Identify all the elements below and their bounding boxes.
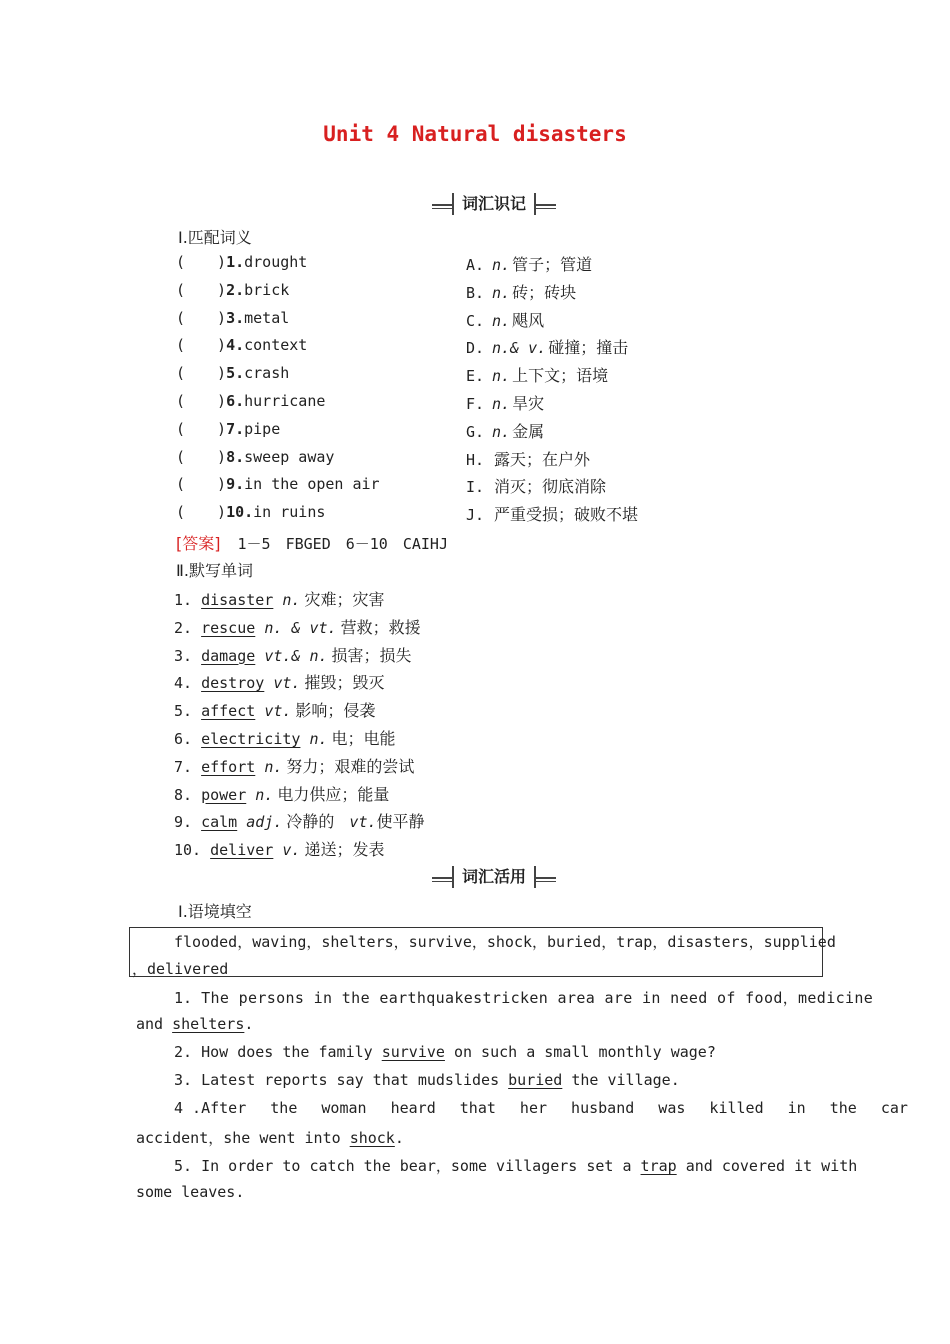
sentence-1-line2	[136, 1015, 253, 1033]
answer-blank: electricity	[201, 730, 301, 748]
item-word: pipe	[244, 419, 281, 438]
item-pos: vt.	[273, 674, 301, 693]
bracket-open: (	[176, 280, 186, 299]
sentence-4-line2	[136, 1127, 404, 1148]
item-word: drought	[244, 253, 308, 271]
item-number: 6.	[226, 392, 245, 410]
answer-bracket[interactable]	[176, 392, 226, 410]
item-number: 9.	[174, 813, 193, 832]
option-meaning: 上下文；语境	[512, 366, 609, 386]
sentence-number: 4 .	[174, 1099, 202, 1117]
item-pos: n.	[309, 730, 328, 748]
item-meaning: 影响；侵袭	[295, 701, 376, 721]
sentence-4-line1	[174, 1099, 908, 1117]
part1-heading: Ⅰ.匹配词义	[178, 228, 252, 247]
item-pos: vt.	[349, 813, 377, 832]
option-letter: D.	[466, 339, 485, 358]
sentence-number: 3.	[174, 1071, 193, 1089]
item-number: 8.	[174, 785, 193, 804]
bracket-close: )	[217, 253, 227, 271]
banner-label: 词汇识记	[452, 193, 536, 215]
option-pos: n.	[492, 422, 511, 441]
bracket-close: )	[217, 280, 227, 299]
word-bank-line: ，delivered	[132, 960, 229, 978]
item-number: 9.	[226, 475, 245, 494]
bracket-open: (	[176, 475, 186, 494]
bracket-close: )	[217, 336, 227, 355]
answer-bracket[interactable]	[176, 475, 226, 493]
option-letter: B.	[466, 283, 485, 302]
answer-blank: shelters	[172, 1015, 245, 1033]
sentence-1-line1	[174, 987, 873, 1008]
option-pos: n.	[492, 283, 511, 302]
part2-heading: Ⅱ.默写单词	[176, 561, 253, 580]
match-item	[176, 364, 289, 382]
answer-blank: rescue	[201, 618, 256, 637]
sentence-text: The persons in the earthquakestricken area are in need of food，medicine	[201, 989, 874, 1007]
sentence-5-line2: some leaves.	[136, 1183, 245, 1201]
answer-blank: deliver	[210, 841, 274, 860]
item-meaning: 使平静	[376, 812, 425, 832]
answer-text: 1－5 FBGED 6－10 CAIHJ	[237, 535, 448, 553]
sentence-5-line1	[174, 1155, 857, 1176]
spelling-item	[174, 809, 425, 832]
item-meaning: 灾难；灾害	[304, 590, 385, 609]
answer-bracket[interactable]	[176, 281, 226, 299]
sentence-text: and covered it with	[676, 1157, 858, 1175]
match-item	[176, 448, 334, 466]
match-item	[176, 281, 289, 299]
answer-blank: effort	[201, 757, 256, 776]
option-meaning: 管子；管道	[512, 255, 593, 274]
match-item	[176, 503, 325, 521]
match-option	[466, 280, 576, 303]
sentence-text: on such a small monthly wage?	[444, 1043, 716, 1061]
item-number: 3.	[174, 646, 193, 665]
sentence-text: Latest reports say that mudslides	[201, 1071, 509, 1089]
sentence-text: the village.	[562, 1071, 680, 1089]
sentence-text: accident，she went into	[136, 1129, 350, 1147]
item-meaning: 电力供应；能量	[277, 784, 390, 804]
match-option	[466, 252, 592, 275]
spelling-item	[174, 782, 389, 805]
option-letter: G.	[466, 422, 485, 441]
item-meaning: 努力；艰难的尝试	[286, 756, 415, 776]
answer-blank: calm	[201, 813, 238, 832]
option-meaning: 严重受损；破败不堪	[494, 505, 639, 525]
item-word: context	[244, 336, 308, 355]
spelling-item	[174, 643, 412, 666]
answer-bracket[interactable]	[176, 336, 226, 354]
option-letter: A.	[466, 256, 485, 274]
match-item	[176, 392, 325, 410]
match-option	[466, 363, 608, 386]
sentence-text: .	[244, 1015, 254, 1033]
answer-bracket[interactable]	[176, 420, 226, 438]
item-pos: n.	[282, 591, 301, 609]
sentence-text: After the woman heard that her husband was killed in the car	[201, 1099, 908, 1117]
option-pos: n.	[492, 256, 511, 274]
item-pos: vt.	[264, 702, 292, 721]
item-number: 10.	[226, 503, 254, 522]
item-meaning: 电；电能	[331, 729, 396, 748]
bracket-open: (	[176, 364, 186, 383]
answer-bracket[interactable]	[176, 253, 226, 271]
match-item	[176, 475, 380, 493]
option-meaning: 飓风	[512, 310, 545, 330]
match-item	[176, 336, 307, 354]
bracket-close: )	[217, 308, 227, 327]
item-word: brick	[244, 280, 290, 299]
spelling-item	[174, 587, 384, 610]
match-item	[176, 253, 307, 271]
item-word: in the open air	[244, 475, 380, 494]
item-pos: n. & vt.	[264, 618, 337, 637]
option-pos: n.	[492, 395, 511, 413]
spelling-item	[174, 698, 375, 721]
bracket-open: (	[176, 308, 186, 327]
item-pos: n.	[255, 785, 274, 804]
bracket-close: )	[217, 392, 227, 410]
answer-bracket[interactable]	[176, 364, 226, 382]
match-item	[176, 420, 280, 438]
bracket-close: )	[217, 503, 227, 522]
item-number: 2.	[226, 280, 245, 299]
item-number: 2.	[174, 618, 193, 637]
answer-bracket[interactable]	[176, 448, 226, 466]
option-pos: n.& v.	[492, 339, 547, 358]
bracket-open: (	[176, 392, 186, 410]
option-letter: E.	[466, 367, 485, 386]
answer-blank: damage	[201, 646, 256, 665]
item-number: 8.	[226, 447, 245, 466]
bracket-open: (	[176, 419, 186, 438]
item-pos: n.	[264, 757, 283, 776]
word-bank	[129, 927, 836, 978]
page-title: Unit 4 Natural disasters	[323, 122, 627, 146]
item-number: 10.	[174, 841, 202, 860]
item-meaning: 冷静的	[286, 812, 335, 832]
item-meaning: 损害；损失	[331, 645, 412, 665]
item-number: 7.	[174, 757, 193, 776]
option-meaning: 碰撞；撞击	[548, 338, 629, 358]
match-option	[466, 419, 544, 442]
option-meaning: 消灭；彻底消除	[494, 477, 607, 497]
answer-blank: trap	[640, 1157, 677, 1175]
item-word: metal	[244, 308, 290, 327]
item-number: 6.	[174, 730, 193, 748]
bracket-open: (	[176, 503, 186, 522]
answer-blank: disaster	[201, 591, 274, 609]
answer-bracket[interactable]	[176, 309, 226, 327]
item-number: 7.	[226, 419, 245, 438]
option-meaning: 金属	[512, 421, 545, 441]
spelling-item	[174, 726, 396, 749]
match-option	[466, 474, 606, 497]
item-word: hurricane	[244, 392, 326, 410]
sentence-text: In order to catch the bear，some villagers set a	[201, 1157, 641, 1175]
match-option	[466, 502, 638, 525]
section-banner-vocab-memory	[432, 193, 556, 217]
spelling-item	[174, 754, 414, 777]
bracket-close: )	[217, 447, 227, 466]
answer-blank: affect	[201, 702, 256, 721]
item-pos: vt.& n.	[264, 646, 328, 665]
sentence-number: 2.	[174, 1043, 193, 1061]
item-pos: adj.	[246, 813, 283, 832]
option-letter: C.	[466, 311, 485, 330]
item-number: 4.	[174, 674, 193, 693]
option-letter: F.	[466, 395, 485, 413]
sentence-text: and	[136, 1015, 173, 1033]
item-meaning: 营救；救援	[340, 617, 421, 637]
answer-blank: buried	[508, 1071, 563, 1089]
match-option	[466, 447, 590, 470]
item-word: sweep away	[244, 447, 335, 466]
item-number: 1.	[226, 253, 245, 271]
option-letter: J.	[466, 506, 485, 525]
bracket-close: )	[217, 475, 227, 494]
bracket-open: (	[176, 336, 186, 355]
section-banner-vocab-use	[432, 866, 556, 890]
match-option	[466, 391, 544, 414]
spelling-item	[174, 615, 421, 638]
spelling-item	[174, 837, 384, 860]
sentence-number: 1.	[174, 989, 193, 1007]
item-number: 1.	[174, 591, 193, 609]
match-item	[176, 309, 289, 327]
word-bank-line: flooded，waving，shelters，survive，shock，buried，trap，disasters，supplied	[174, 933, 836, 951]
match-option	[466, 335, 628, 358]
item-number: 4.	[226, 336, 245, 355]
answer-line	[176, 531, 448, 554]
sentence-number: 5.	[174, 1157, 193, 1175]
answer-blank: power	[201, 785, 247, 804]
bracket-close: )	[217, 419, 227, 438]
item-number: 5.	[174, 702, 193, 721]
part3-heading: Ⅰ.语境填空	[178, 902, 252, 921]
item-number: 5.	[226, 364, 245, 383]
answer-blank: shock	[349, 1129, 395, 1147]
option-pos: n.	[492, 311, 511, 330]
answer-blank: destroy	[201, 674, 265, 693]
item-number: 3.	[226, 308, 245, 327]
answer-bracket[interactable]	[176, 503, 226, 521]
item-word: in ruins	[253, 503, 326, 522]
item-pos: v.	[282, 841, 301, 860]
match-option	[466, 308, 544, 331]
option-meaning: 露天；在户外	[494, 449, 591, 469]
option-meaning: 砖；砖块	[512, 282, 577, 302]
item-meaning: 摧毁；毁灭	[304, 673, 385, 693]
bracket-open: (	[176, 253, 186, 271]
option-meaning: 旱灾	[512, 394, 545, 413]
option-letter: H.	[466, 450, 485, 469]
banner-label: 词汇活用	[452, 866, 536, 888]
item-word: crash	[244, 364, 290, 383]
option-letter: I.	[466, 478, 485, 497]
bracket-open: (	[176, 447, 186, 466]
sentence-text: How does the family	[201, 1043, 382, 1061]
sentence-text: .	[394, 1129, 404, 1147]
answer-blank: survive	[381, 1043, 445, 1061]
sentence-2	[174, 1043, 716, 1061]
spelling-item	[174, 670, 384, 693]
option-pos: n.	[492, 367, 511, 386]
item-meaning: 递送；发表	[304, 840, 385, 860]
answer-label: [答案]	[176, 534, 221, 553]
sentence-3	[174, 1071, 680, 1089]
bracket-close: )	[217, 364, 227, 383]
